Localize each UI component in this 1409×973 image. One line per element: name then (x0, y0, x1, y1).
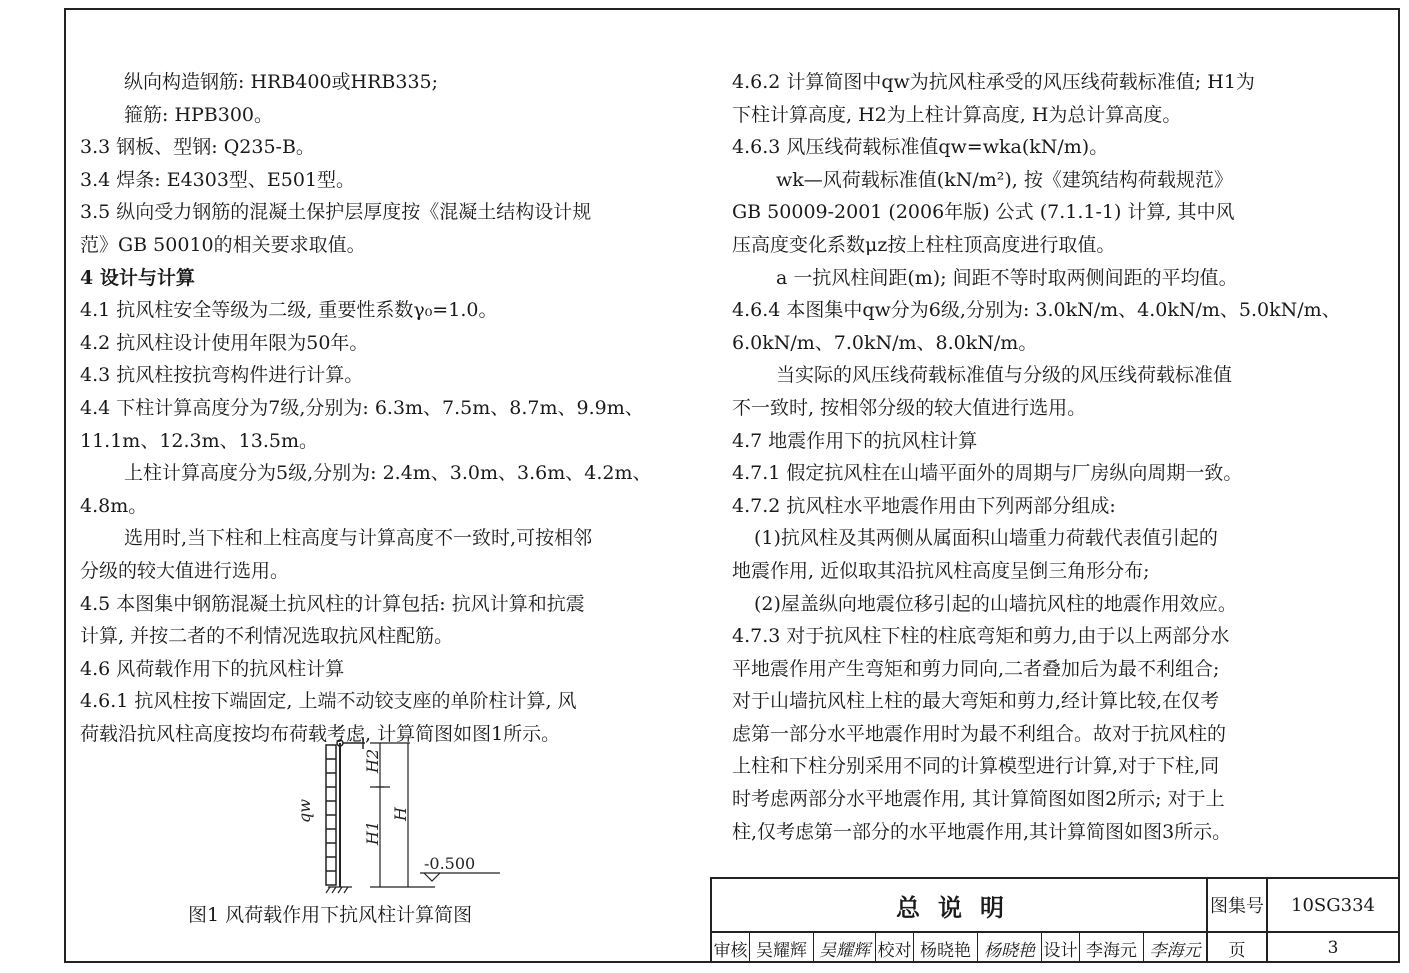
text-line: 时考虑两部分水平地震作用, 其计算简图如图2所示; 对于上 (732, 788, 1225, 811)
elevation-label: -0.500 (424, 854, 476, 873)
text-line: 柱,仅考虑第一部分的水平地震作用,其计算简图如图3所示。 (732, 820, 1232, 843)
text-line: 荷载沿抗风柱高度按均布荷载考虑, 计算简图如图1所示。 (80, 722, 561, 745)
page-number: 3 (1327, 938, 1339, 958)
h-label: H (391, 807, 410, 821)
text-line: 4 设计与计算 (80, 266, 195, 289)
text-line: wk—风荷载标准值(kN/m²), 按《建筑结构荷载规范》 (776, 168, 1233, 191)
h1-label: H1 (363, 820, 382, 845)
text-line: 3.4 焊条: E4303型、E501型。 (80, 168, 356, 191)
atlas-number-label: 图集号 (1208, 879, 1268, 933)
page-label: 页 (1208, 933, 1268, 963)
atlas-number: 10SG334 (1268, 879, 1398, 933)
text-line: 4.8m。 (80, 494, 148, 517)
text-line: 4.6.3 风压线荷载标准值qw=wka(kN/m)。 (732, 136, 1109, 159)
text-line: 选用时,当下柱和上柱高度与计算高度不一致时,可按相邻 (124, 527, 593, 550)
text-line: 4.6.4 本图集中qw分为6级,分别为: 3.0kN/m、4.0kN/m、5.0kN/m、 (732, 299, 1341, 322)
text-line: 4.7.3 对于抗风柱下柱的柱底弯矩和剪力,由于以上两部分水 (732, 625, 1230, 648)
checker-name: 杨晓艳 (914, 933, 978, 963)
text-line: 虑第一部分水平地震作用时为最不利组合。故对于抗风柱的 (732, 722, 1227, 745)
fixed-base (326, 887, 352, 893)
review-label: 审核 (712, 933, 750, 963)
text-line: 当实际的风压线荷载标准值与分级的风压线荷载标准值 (776, 364, 1233, 387)
designer-name: 李海元 (1080, 933, 1144, 963)
text-line: 对于山墙抗风柱上柱的最大弯矩和剪力,经计算比较,在仅考 (732, 690, 1220, 713)
text-line: 上柱计算高度分为5级,分别为: 2.4m、3.0m、3.6m、4.2m、 (124, 462, 652, 485)
text-line: 地震作用, 近似取其沿抗风柱高度呈倒三角形分布; (732, 559, 1150, 582)
text-line: 4.5 本图集中钢筋混凝土抗风柱的计算包括: 抗风计算和抗震 (80, 592, 585, 615)
text-line: GB 50009-2001 (2006年版) 公式 (7.1.1-1) 计算, 其中风 (732, 201, 1235, 224)
left-text-column (80, 66, 680, 750)
text-line: 范》GB 50010的相关要求取值。 (80, 233, 366, 256)
text-line: 4.6 风荷载作用下的抗风柱计算 (80, 657, 345, 680)
text-line: 分级的较大值进行选用。 (80, 559, 290, 582)
h2-label: H2 (363, 748, 382, 773)
text-line: 平地震作用产生弯矩和剪力同向,二者叠加后为最不利组合; (732, 657, 1220, 680)
text-line: 4.3 抗风柱按抗弯构件进行计算。 (80, 364, 364, 387)
reviewer-signature: 吴耀辉 (814, 933, 876, 963)
text-line: 4.7.2 抗风柱水平地震作用由下列两部分组成: (732, 494, 1116, 517)
design-label: 设计 (1042, 933, 1080, 963)
text-line: 纵向构造钢筋: HRB400或HRB335; (124, 71, 439, 93)
right-text-column (732, 66, 1341, 848)
text-line: 上柱和下柱分别采用不同的计算模型进行计算,对于下柱,同 (732, 755, 1220, 778)
text-line: 4.6.2 计算简图中qw为抗风柱承受的风压线荷载标准值; H1为 (732, 71, 1255, 93)
text-line: 下柱计算高度, H2为上柱计算高度, H为总计算高度。 (732, 103, 1182, 126)
text-line: 4.7.1 假定抗风柱在山墙平面外的周期与厂房纵向周期一致。 (732, 462, 1243, 485)
text-line: 6.0kN/m、7.0kN/m、8.0kN/m。 (732, 331, 1038, 354)
check-label: 校对 (876, 933, 914, 963)
text-line: 计算, 并按二者的不利情况选取抗风柱配筋。 (80, 625, 454, 648)
text-line: 11.1m、12.3m、13.5m。 (80, 429, 318, 452)
checker-signature: 杨晓艳 (978, 933, 1042, 963)
text-line: 不一致时, 按相邻分级的较大值进行选用。 (732, 396, 1087, 419)
designer-signature: 李海元 (1144, 933, 1208, 963)
load-label: qw (295, 799, 314, 823)
text-line: 4.2 抗风柱设计使用年限为50年。 (80, 331, 369, 354)
drawing-title: 总说明 (712, 879, 1208, 933)
text-line: 箍筋: HPB300。 (124, 103, 274, 126)
title-block (710, 877, 1398, 961)
text-line: 3.3 钢板、型钢: Q235-B。 (80, 136, 315, 159)
text-line: 压高度变化系数μz按上柱柱顶高度进行取值。 (732, 233, 1116, 256)
wind-load-distribution (326, 745, 336, 885)
reviewer-name: 吴耀辉 (750, 933, 814, 963)
text-line: (2)屋盖纵向地震位移引起的山墙抗风柱的地震作用效应。 (754, 592, 1237, 615)
text-line: 4.6.1 抗风柱按下端固定, 上端不动铰支座的单阶柱计算, 风 (80, 690, 577, 713)
text-line: 3.5 纵向受力钢筋的混凝土保护层厚度按《混凝土结构设计规 (80, 201, 592, 224)
elevation-marker (420, 873, 500, 881)
text-line: 4.4 下柱计算高度分为7级,分别为: 6.3m、7.5m、8.7m、9.9m、 (80, 396, 644, 419)
text-line: (1)抗风柱及其两侧从属面积山墙重力荷载代表值引起的 (754, 527, 1218, 550)
text-line: a 一抗风柱间距(m); 间距不等时取两侧间距的平均值。 (776, 266, 1238, 289)
text-line: 4.1 抗风柱安全等级为二级, 重要性系数γ₀=1.0。 (80, 299, 498, 322)
text-line: 4.7 地震作用下的抗风柱计算 (732, 429, 978, 452)
figure-1-caption: 图1 风荷载作用下抗风柱计算简图 (188, 904, 473, 926)
